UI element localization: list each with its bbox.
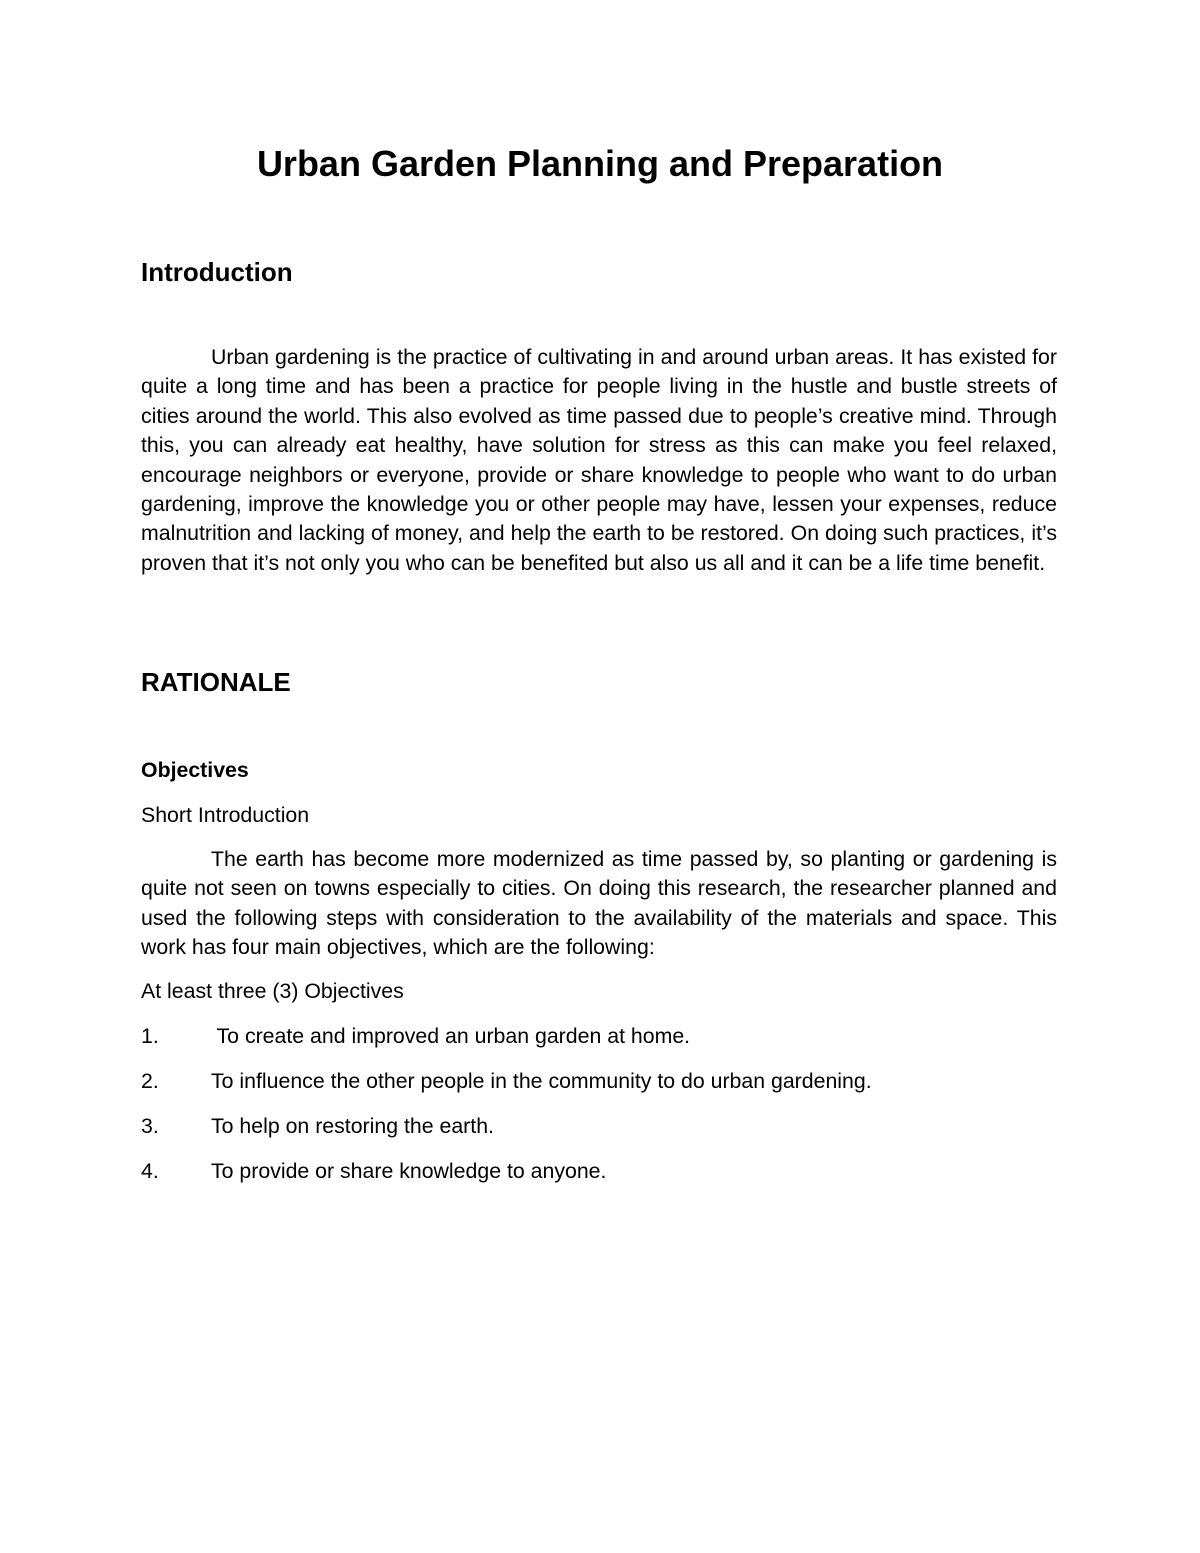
objective-text: To influence the other people in the community to do urban gardening. xyxy=(211,1069,872,1093)
document-title: Urban Garden Planning and Preparation xyxy=(256,143,944,184)
objective-number: 2. xyxy=(141,1069,159,1093)
objective-number: 1. xyxy=(141,1024,159,1048)
objective-text: To help on restoring the earth. xyxy=(211,1114,494,1138)
rationale-heading: RATIONALE xyxy=(141,667,291,697)
objective-item-4 xyxy=(141,1157,1041,1202)
objective-number: 4. xyxy=(141,1159,159,1183)
objective-item-2 xyxy=(141,1067,1041,1112)
objectives-list xyxy=(141,1022,1041,1202)
objective-item-3 xyxy=(141,1112,1041,1157)
introduction-paragraph: Urban gardening is the practice of cultivating in and around urban areas. It has existed for quite a long time and has been a practice for people living in the hustle and bustle streets of cities around the world. This also evolved as time passed due to people’s creative mind. Through this, you can already eat healthy, have solution for stress as this can make you feel relaxed, encourage neighbors or everyone, provide or share knowledge to people who want to do urban gardening, improve the knowledge you or other people may have, lessen your expenses, reduce malnutrition and lacking of money, and help the earth to be restored. On doing such practices, it’s proven that it’s not only you who can be benefited but also us all and it can be a life time benefit. xyxy=(141,345,1057,575)
objectives-paragraph: The earth has become more modernized as time passed by, so planting or gardening is quite not seen on towns especially to cities. On doing this research, the researcher planned and used the following steps with consideration to the availability of the materials and space. This work has four main objectives, which are the following: xyxy=(141,847,1057,960)
objectives-heading: Objectives xyxy=(141,758,249,782)
objective-text: To provide or share knowledge to anyone. xyxy=(211,1159,607,1183)
short-introduction-label: Short Introduction xyxy=(141,803,310,827)
objective-item-1 xyxy=(141,1022,1041,1067)
objective-text: To create and improved an urban garden at home. xyxy=(211,1024,691,1048)
introduction-heading: Introduction xyxy=(141,257,293,287)
objectives-list-label: At least three (3) Objectives xyxy=(141,979,404,1003)
objective-number: 3. xyxy=(141,1114,159,1138)
